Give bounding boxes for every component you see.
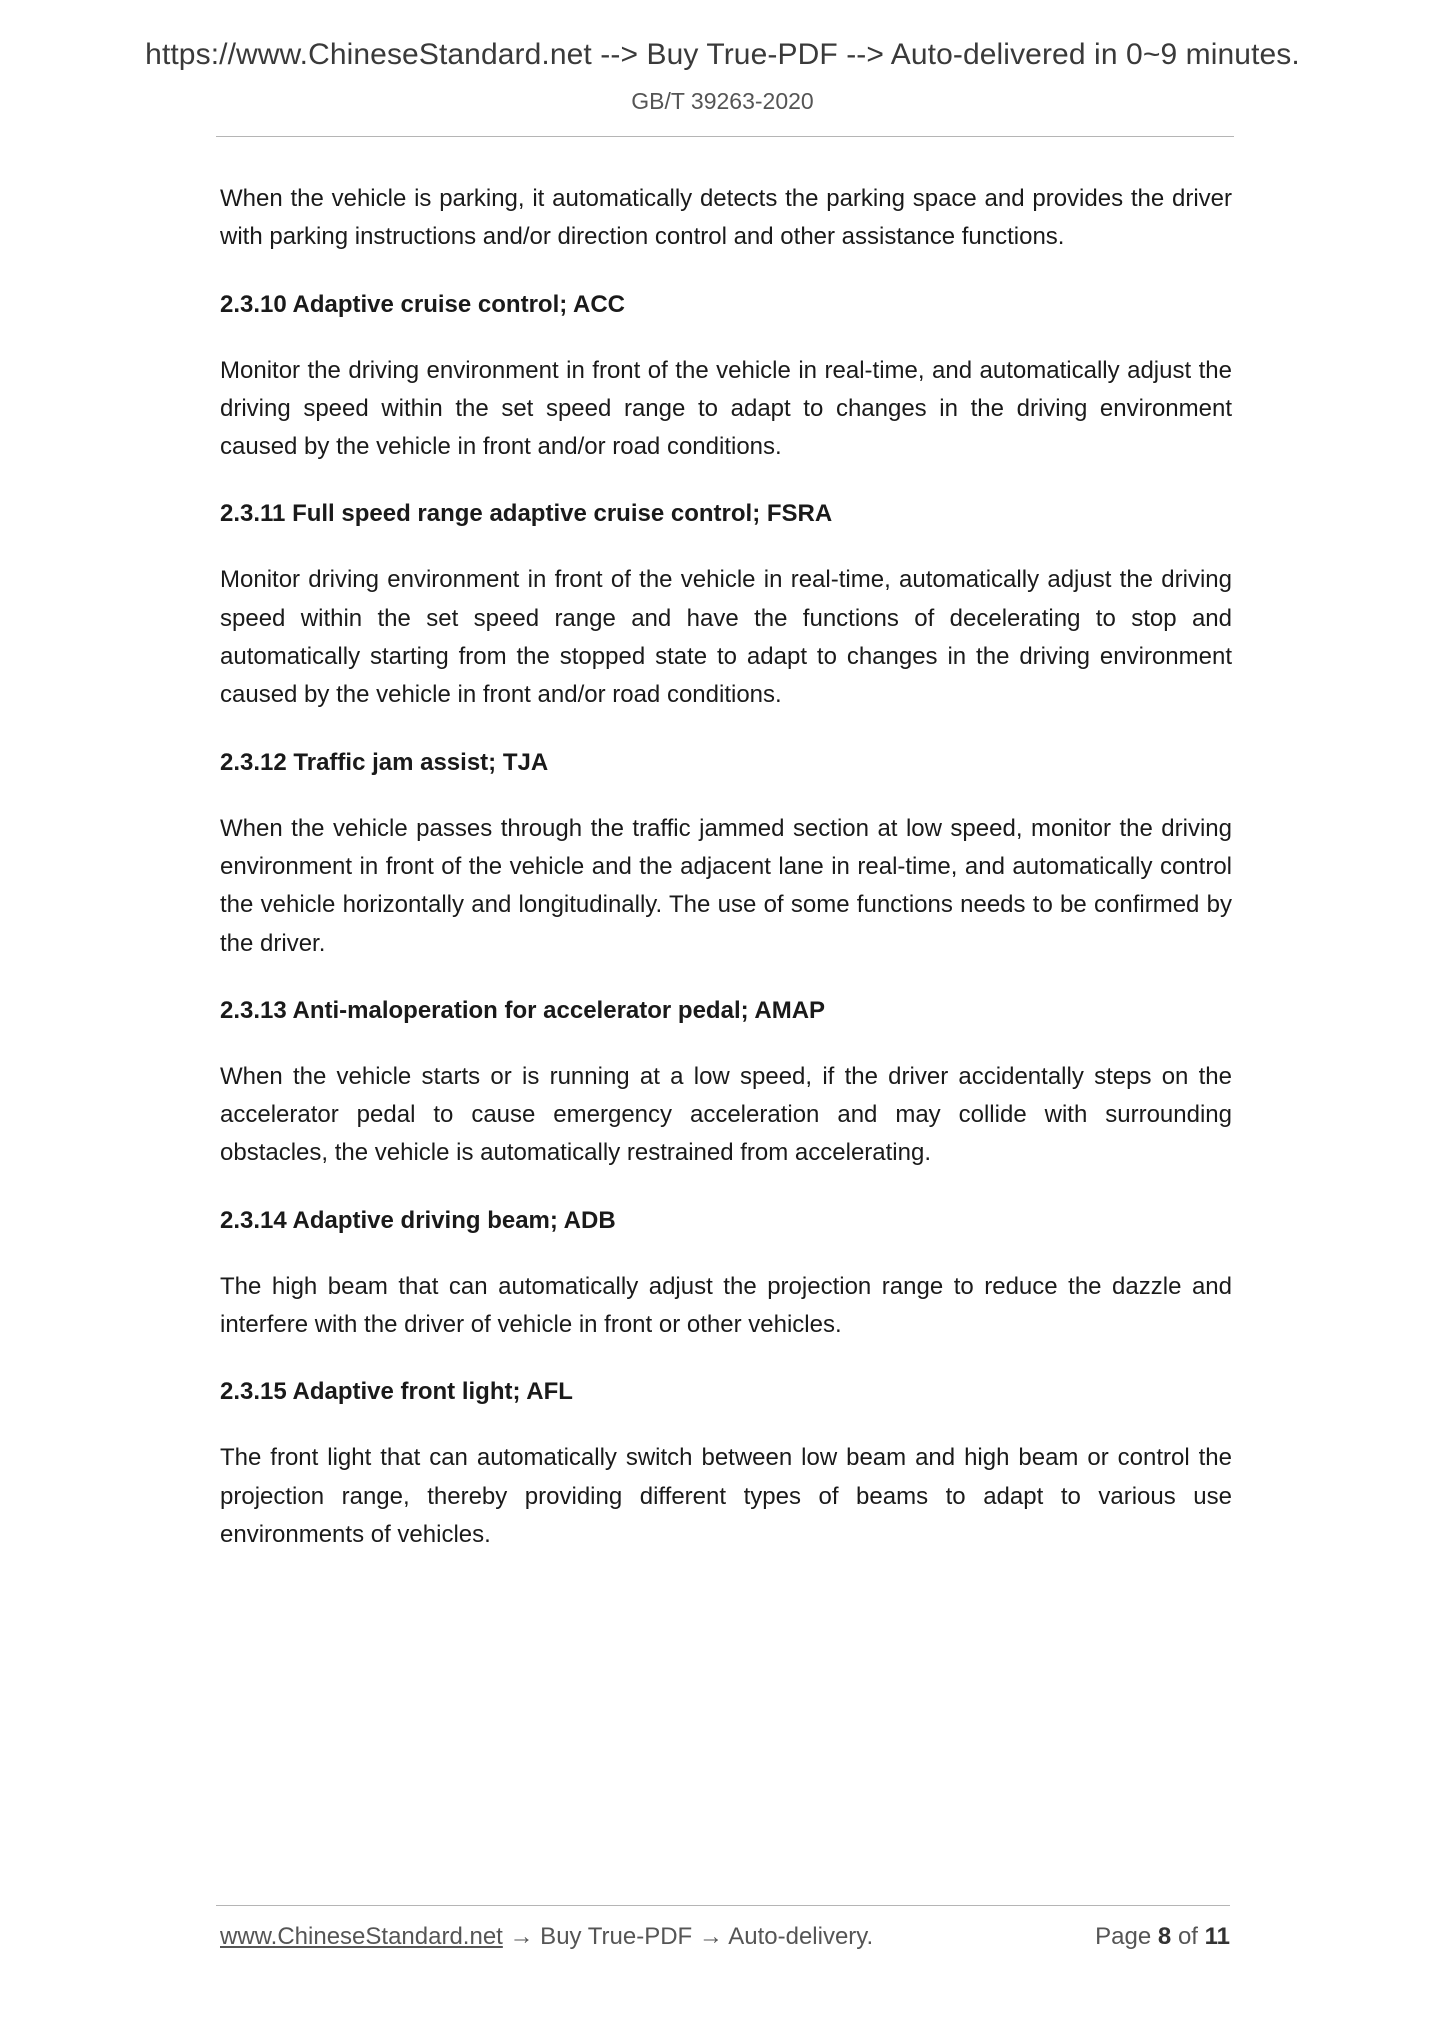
section-heading-2-3-14: 2.3.14 Adaptive driving beam; ADB (220, 1206, 616, 1234)
footer-website-link[interactable]: www.ChineseStandard.net (220, 1923, 503, 1950)
section-heading-2-3-13: 2.3.13 Anti-maloperation for accelerator pedal; AMAP (220, 996, 826, 1024)
top-banner: https://www.ChineseStandard.net --> Buy True-PDF --> Auto-delivered in 0~9 minutes. (145, 38, 1300, 71)
page-total: 11 (1204, 1923, 1230, 1950)
section-heading-2-3-11: 2.3.11 Full speed range adaptive cruise control; FSRA (220, 500, 833, 528)
footer-left (220, 1923, 873, 1951)
page-current: 8 (1157, 1923, 1172, 1950)
page-indicator (1095, 1923, 1230, 1951)
page-label: Page (1095, 1923, 1152, 1950)
footer-tagline: → Buy True-PDF → Auto-delivery. (502, 1923, 874, 1950)
document-number: GB/T 39263-2020 (631, 88, 814, 114)
section-heading-2-3-10: 2.3.10 Adaptive cruise control; ACC (220, 290, 625, 318)
section-text-2-3-12: When the vehicle passes through the traffic jammed section at low speed, monitor the driving environment in front of the vehicle and the adjacent lane in real-time, and automatically control the vehicle horizontally and longitudinally. The use of some functions needs to be confirmed by the driver. (220, 814, 1232, 957)
footer-divider (216, 1905, 1230, 1906)
page-content (220, 180, 1232, 1554)
section-heading-2-3-15: 2.3.15 Adaptive front light; AFL (220, 1378, 573, 1406)
section-text-2-3-13: When the vehicle starts or is running at a low speed, if the driver accidentally steps on the accelerator pedal to cause emergency acceleration and may collide with surrounding obstacles, the vehicle is automatically restrained from accelerating. (220, 1062, 1232, 1167)
page-of: of (1177, 1923, 1198, 1950)
header-divider (216, 136, 1234, 137)
section-text-2-3-14: The high beam that can automatically adjust the projection range to reduce the dazzle and interfere with the driver of vehicle in front or other vehicles. (220, 1272, 1232, 1339)
section-heading-2-3-12: 2.3.12 Traffic jam assist; TJA (220, 748, 549, 776)
section-text-2-3-10: Monitor the driving environment in front of the vehicle in real-time, and automatically adjust the driving speed within the set speed range to adapt to changes in the driving environment caused by the vehicle in front and/or road conditions. (220, 356, 1232, 461)
intro-paragraph: When the vehicle is parking, it automatically detects the parking space and provides the driver with parking instructions and/or direction control and other assistance functions. (220, 185, 1232, 251)
section-text-2-3-15: The front light that can automatically switch between low beam and high beam or control the projection range, thereby providing different types of beams to adapt to various use environments of vehicles. (220, 1444, 1232, 1548)
section-text-2-3-11: Monitor driving environment in front of the vehicle in real-time, automatically adjust the driving speed within the set speed range and have the functions of decelerating to stop and automatically starting from the stopped state to adapt to changes in the driving environment caused by the vehicle in front and/or road conditions. (220, 566, 1232, 709)
